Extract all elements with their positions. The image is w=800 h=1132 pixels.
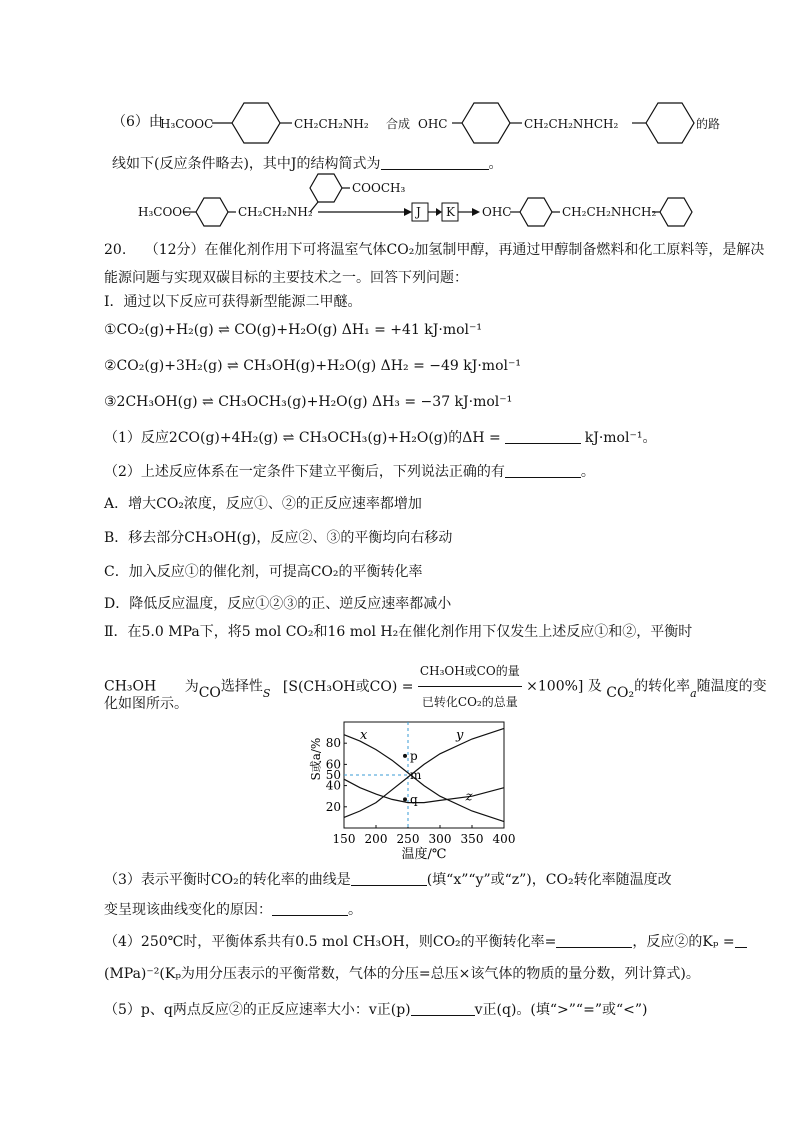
reactant-chain: CH₂CH₂NH₂ <box>294 117 369 131</box>
q4-line2: (MPa)⁻²(Kₚ为用分压表示的平衡常数，气体的分压=总压×该气体的物质的量分数，列计算式)。 <box>104 966 700 982</box>
q3 <box>104 870 672 890</box>
x-tick-label: 350 <box>460 832 484 846</box>
y-axis-label: S或a/% <box>309 737 323 781</box>
a-symbol: a <box>690 686 697 700</box>
x-tick-label: 250 <box>396 832 420 846</box>
q4 <box>104 932 747 952</box>
q4-kp: ，反应②的Kₚ = <box>632 934 735 950</box>
x-tick-label: 300 <box>428 832 452 846</box>
y-tick-label: 80 <box>325 736 341 751</box>
q20-number: 20. <box>104 242 127 258</box>
product-chain: CH₂CH₂NHCH₂ <box>524 117 619 131</box>
co2: CO₂ <box>606 684 635 701</box>
y-tick-label: 20 <box>325 799 341 814</box>
answer-blank-q4a[interactable] <box>556 933 632 948</box>
part6-intro: （6）由 <box>112 114 163 130</box>
s-def: [S(CH₃OH或CO) = <box>282 678 414 695</box>
x-tick-label: 150 <box>332 832 356 846</box>
y-tick-label: 40 <box>325 778 341 793</box>
wei: 为 <box>184 678 199 695</box>
point-p <box>403 754 407 758</box>
option-c: C．加入反应①的催化剂，可提高CO₂的平衡转化率 <box>104 564 423 580</box>
q3-reason: 变呈现该曲线变化的原因： <box>104 902 272 918</box>
route-reagent: COOCH₃ <box>352 181 406 195</box>
q2-text: （2）上述反应体系在一定条件下建立平衡后，下列说法正确的有 <box>104 464 505 480</box>
eq3: ③2CH₃OH(g) ⇌ CH₃OCH₃(g)+H₂O(g) ΔH₃ = −37 kJ·mol⁻¹ <box>104 394 513 410</box>
co: CO <box>198 684 221 701</box>
sec2: Ⅱ．在5.0 MPa下，将5 mol CO₂和16 mol H₂在催化剂作用下仅发生上述反应①和②，平衡时 <box>104 624 693 640</box>
reactant-label: H₃COOC <box>160 117 214 131</box>
part6-line2-text: 线如下(反应条件略去)，其中J的结构简式为 <box>112 156 381 172</box>
part6-line2-end: 。 <box>488 156 503 172</box>
series-y-label: y <box>456 727 464 743</box>
q3-line2 <box>104 900 362 920</box>
q3-text: （3）表示平衡时CO₂的转化率的曲线是 <box>104 872 351 888</box>
answer-blank-q3-reason[interactable] <box>272 901 348 916</box>
sec2-c: 化如图所示。 <box>104 696 188 712</box>
series-z-line <box>344 779 504 805</box>
q5 <box>104 1000 647 1020</box>
point-p-label: p <box>410 748 418 763</box>
s-symbol: S <box>262 686 271 700</box>
q20-sec1: Ⅰ．通过以下反应可获得新型能源二甲醚。 <box>104 294 362 310</box>
option-d: D．降低反应温度，反应①②③的正、逆反应速率都减小 <box>104 596 452 612</box>
selectivity: 选择性 <box>220 678 263 695</box>
s-def-end: ×100%] 及 <box>526 678 602 695</box>
x-tick-label: 200 <box>364 832 388 846</box>
option-a: A．增大CO₂浓度，反应①、②的正反应速率都增加 <box>104 496 422 512</box>
option-b: B．移去部分CH₃OH(g)，反应②、③的平衡均向右移动 <box>104 530 453 546</box>
point-q-label: q <box>410 792 418 807</box>
q20-header2: 能源问题与实现双碳目标的主要技术之一。回答下列问题： <box>104 270 468 286</box>
route-left: H₃COOC <box>138 205 192 219</box>
q2-end: 。 <box>580 464 595 480</box>
varies: 随温度的变 <box>696 678 767 695</box>
x-tick-label: 400 <box>492 832 516 846</box>
q4-text: （4）250℃时，平衡体系共有0.5 mol CH₃OH，则CO₂的平衡转化率= <box>104 934 557 950</box>
series-y-line <box>344 728 504 817</box>
connector: 合成 <box>386 117 411 131</box>
box-k-label: K <box>446 205 455 219</box>
eq2: ②CO₂(g)+3H₂(g) ⇌ CH₃OH(g)+H₂O(g) ΔH₂ = −49 kJ·mol⁻¹ <box>104 358 521 374</box>
y-tick-label: 60 <box>325 757 341 772</box>
q3-end: 。 <box>348 902 362 918</box>
conversion: 的转化率 <box>634 678 691 695</box>
q5-text-b: v正(q)。(填“>”“=”或“<”) <box>474 1002 648 1018</box>
series-x-label: x <box>360 727 368 743</box>
fraction-num: CH₃OH或CO的量 <box>418 656 522 687</box>
answer-blank-q4b[interactable] <box>735 933 747 948</box>
q1-text: （1）反应2CO(g)+4H₂(g) ⇌ CH₃OCH₃(g)+H₂O(g)的ΔH = <box>104 430 501 446</box>
q1-unit: kJ·mol⁻¹。 <box>584 430 657 446</box>
q3-text-b: (填“x”“y”或“z”)，CO₂转化率随温度改 <box>426 872 672 888</box>
box-j-label: J <box>416 205 421 219</box>
series-z-label: z <box>465 789 473 805</box>
route-product-chain: CH₂CH₂NHCH₂ <box>562 205 657 219</box>
ch3oh: CH₃OH <box>104 678 157 695</box>
point-m-label: m <box>410 768 422 782</box>
eq1: ①CO₂(g)+H₂(g) ⇌ CO(g)+H₂O(g) ΔH₁ = +41 kJ·mol⁻¹ <box>104 322 483 338</box>
line1-end: 的路 <box>696 117 721 131</box>
series-x-line <box>344 735 504 822</box>
fraction-den: 已转化CO₂的总量 <box>421 695 518 709</box>
product-left: OHC <box>418 117 448 131</box>
y-tick-label: 50 <box>325 768 341 782</box>
answer-blank-q3[interactable] <box>351 871 427 886</box>
route-chain: CH₂CH₂NH₂ <box>238 205 313 219</box>
x-axis-label: 温度/℃ <box>401 847 447 862</box>
route-product-left: OHC <box>482 205 512 219</box>
q5-text: （5）p、q两点反应②的正反应速率大小：v正(p) <box>104 1002 411 1018</box>
answer-blank-q5[interactable] <box>411 1001 475 1016</box>
point-q <box>403 797 407 801</box>
q20-header-text: （12分）在催化剂作用下可将温室气体CO₂加氢制甲醇，再通过甲醇制备燃料和化工原料等，是解决 <box>144 242 765 258</box>
